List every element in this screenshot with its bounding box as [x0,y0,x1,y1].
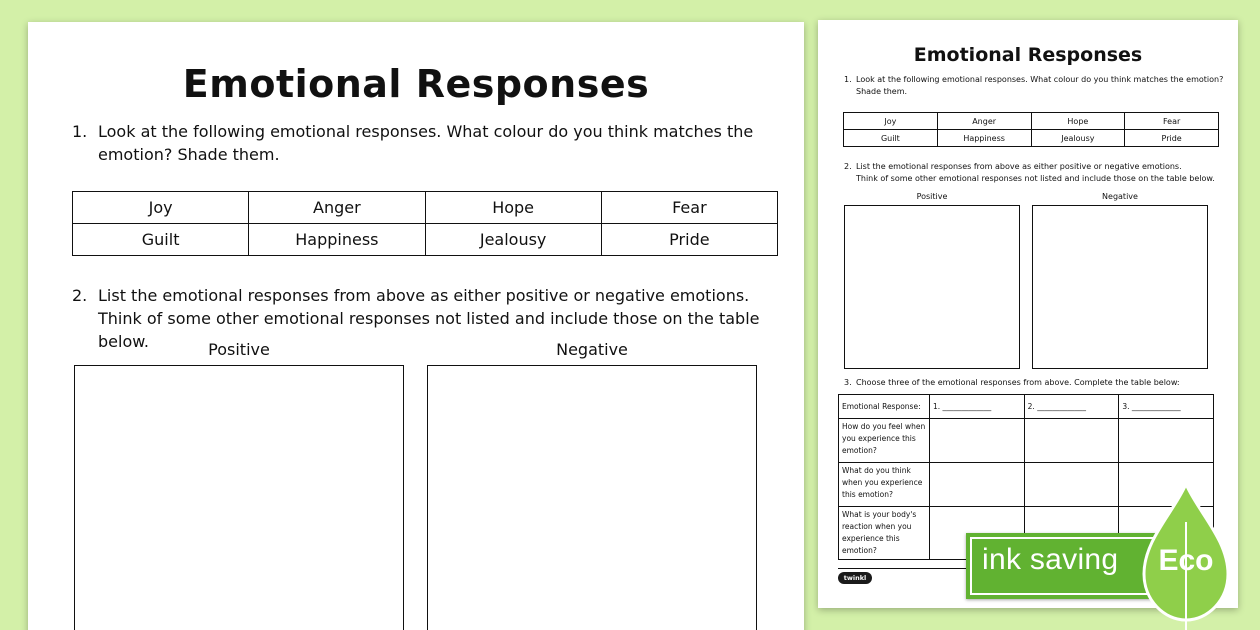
page-title: Emotional Responses [182,62,650,106]
response-row-label: How do you feel when you experience this emotion? [839,419,930,463]
emotion-cell: Pride [1125,130,1219,147]
table-row [839,395,1214,419]
preview-emotions-table [843,112,1219,147]
preview-question-2-number: 2. [844,162,852,171]
emotions-table [72,191,778,256]
negative-heading: Negative [556,340,628,359]
response-cell [930,463,1025,507]
preview-question-2-line-2: Think of some other emotional responses not listed and include those on the table below. [856,174,1215,183]
question-1 [72,120,792,166]
preview-positive-box [844,205,1020,369]
question-1-text: Look at the following emotional responses. What colour do you think matches the emotion? Shade them. [98,122,754,164]
eco-leaf-icon [1140,482,1232,630]
response-cell [1024,419,1119,463]
ink-saving-label: ink saving [982,543,1119,576]
emotion-cell: Guilt [844,130,938,147]
question-2-line-1: List the emotional responses from above as either positive or negative emotions. [98,286,750,305]
response-slot: 1. _____________ [930,395,1025,419]
preview-question-3-text: Choose three of the emotional responses from above. Complete the table below: [856,378,1180,387]
emotion-cell: Happiness [937,130,1031,147]
response-slot: 2. _____________ [1024,395,1119,419]
table-row [73,224,778,256]
emotion-cell[interactable]: Pride [601,224,777,256]
preview-question-2 [844,161,1224,185]
twinkl-logo: twinkl [838,572,872,584]
preview-question-3-number: 3. [844,378,852,387]
preview-negative-box [1032,205,1208,369]
response-row-label: What do you think when you experience this emotion? [839,463,930,507]
emotion-cell: Hope [1031,113,1125,130]
question-2-number: 2. [72,286,88,305]
table-row [844,113,1219,130]
preview-question-2-line-1: List the emotional responses from above as either positive or negative emotions. [856,162,1182,171]
worksheet-large [28,22,804,630]
preview-question-1-text: Look at the following emotional responses. What colour do you think matches the emotion? Shade them. [856,75,1224,96]
preview-positive-heading: Positive [916,192,948,201]
response-cell [1119,419,1214,463]
preview-question-1 [844,74,1224,98]
emotion-cell[interactable]: Happiness [249,224,425,256]
table-row [844,130,1219,147]
positive-heading: Positive [208,340,270,359]
emotion-cell: Fear [1125,113,1219,130]
question-2-line-2: Think of some other emotional responses not listed and include those on the table below. [98,309,760,351]
table-row [839,419,1214,463]
emotion-cell: Joy [844,113,938,130]
emotion-cell: Anger [937,113,1031,130]
emotion-cell[interactable]: Guilt [73,224,249,256]
preview-question-1-number: 1. [844,75,852,84]
table-row [73,192,778,224]
preview-negative-heading: Negative [1102,192,1138,201]
response-header-label: Emotional Response: [839,395,930,419]
eco-label: Eco [1158,544,1214,577]
emotion-cell: Jealousy [1031,130,1125,147]
response-row-label: What is your body's reaction when you experience this emotion? [839,507,930,560]
emotion-cell[interactable]: Anger [249,192,425,224]
preview-question-3 [844,377,1224,389]
emotion-cell[interactable]: Hope [425,192,601,224]
response-slot: 3. _____________ [1119,395,1214,419]
preview-title: Emotional Responses [913,44,1143,66]
negative-box[interactable] [427,365,757,630]
question-1-number: 1. [72,122,88,141]
response-cell [1024,463,1119,507]
emotion-cell[interactable]: Joy [73,192,249,224]
response-cell [930,419,1025,463]
emotion-cell[interactable]: Jealousy [425,224,601,256]
emotion-cell[interactable]: Fear [601,192,777,224]
positive-box[interactable] [74,365,404,630]
